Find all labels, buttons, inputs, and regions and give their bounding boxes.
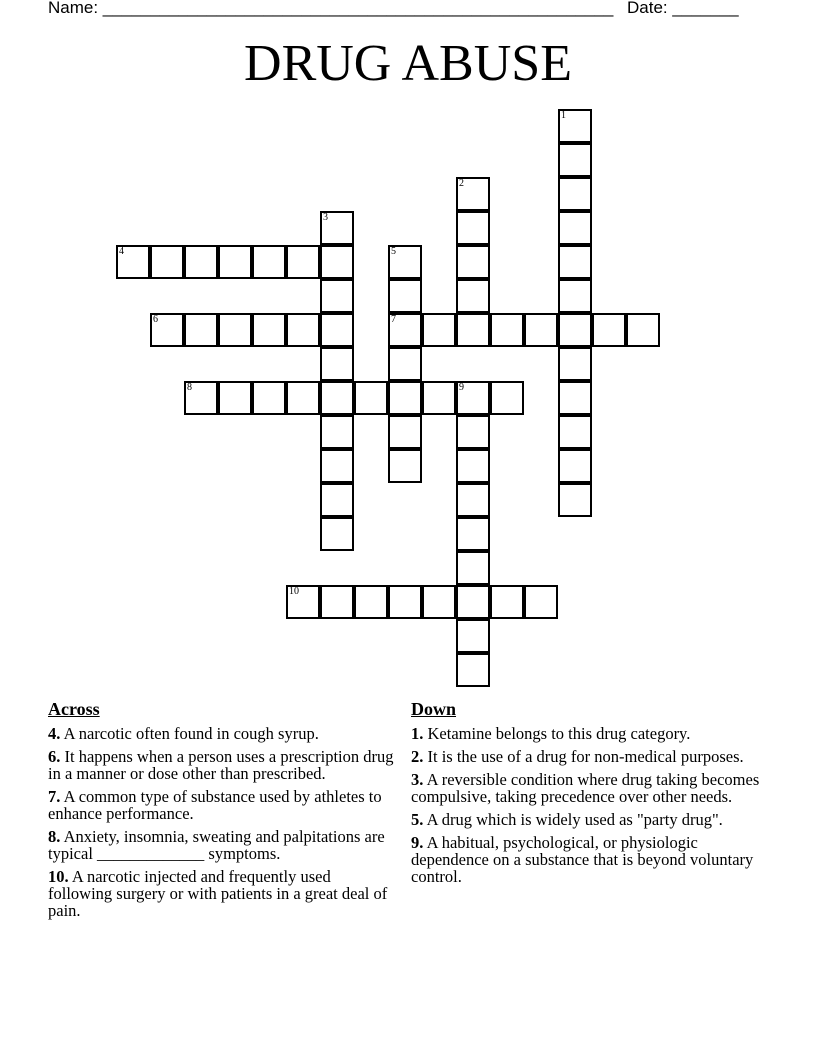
crossword-cell[interactable]: [252, 381, 286, 415]
clue-across-10: [48, 868, 396, 919]
crossword-cell[interactable]: [558, 415, 592, 449]
crossword-cell[interactable]: [592, 313, 626, 347]
crossword-cell[interactable]: [218, 381, 252, 415]
crossword-cell[interactable]: [524, 313, 558, 347]
crossword-cell[interactable]: [558, 313, 592, 347]
clue-text: A common type of substance used by athletes to enhance performance.: [48, 787, 382, 823]
crossword-cell[interactable]: [558, 211, 592, 245]
clue-number: 3.: [411, 770, 424, 789]
crossword-cell[interactable]: [524, 585, 558, 619]
crossword-cell[interactable]: [184, 313, 218, 347]
crossword-cell[interactable]: [150, 245, 184, 279]
crossword-cell[interactable]: [490, 585, 524, 619]
crossword-cell[interactable]: [456, 449, 490, 483]
crossword-cell[interactable]: [456, 483, 490, 517]
crossword-cell[interactable]: [320, 483, 354, 517]
down-heading: Down: [411, 699, 457, 719]
crossword-cell[interactable]: [320, 449, 354, 483]
crossword-cell[interactable]: [388, 313, 422, 347]
crossword-cell[interactable]: [558, 347, 592, 381]
down-clues: [411, 698, 771, 891]
crossword-cell[interactable]: [456, 279, 490, 313]
cell-number: 2: [459, 178, 464, 189]
crossword-cell[interactable]: [456, 313, 490, 347]
crossword-cell[interactable]: [354, 381, 388, 415]
cell-number: 9: [459, 382, 464, 393]
crossword-cell[interactable]: [388, 585, 422, 619]
crossword-cell[interactable]: [558, 177, 592, 211]
crossword-cell[interactable]: [388, 279, 422, 313]
crossword-cell[interactable]: [388, 347, 422, 381]
cell-number: 6: [153, 314, 158, 325]
crossword-cell[interactable]: [320, 245, 354, 279]
across-heading: Across: [48, 699, 100, 719]
clue-down-1: [411, 725, 771, 742]
crossword-cell[interactable]: [558, 449, 592, 483]
crossword-cell[interactable]: [456, 653, 490, 687]
clue-number: 1.: [411, 724, 424, 743]
cell-number: 10: [289, 586, 299, 597]
cell-number: 5: [391, 246, 396, 257]
clue-text: A drug which is widely used as "party drug".: [423, 810, 723, 829]
cell-number: 8: [187, 382, 192, 393]
crossword-cell[interactable]: [456, 551, 490, 585]
crossword-cell[interactable]: [456, 211, 490, 245]
crossword-cell[interactable]: [320, 313, 354, 347]
crossword-cell[interactable]: [558, 381, 592, 415]
crossword-cell[interactable]: [422, 381, 456, 415]
cell-number: 3: [323, 212, 328, 223]
crossword-cell[interactable]: [286, 313, 320, 347]
crossword-cell[interactable]: [184, 245, 218, 279]
clue-number: 5.: [411, 810, 424, 829]
crossword-cell[interactable]: [422, 585, 456, 619]
crossword-cell[interactable]: [626, 313, 660, 347]
crossword-cell[interactable]: [388, 449, 422, 483]
crossword-cell[interactable]: [218, 245, 252, 279]
crossword-cell[interactable]: [422, 313, 456, 347]
crossword-cell[interactable]: [320, 211, 354, 245]
crossword-cell[interactable]: [286, 245, 320, 279]
crossword-cell[interactable]: [286, 381, 320, 415]
crossword-cell[interactable]: [456, 585, 490, 619]
clue-number: 10.: [48, 867, 69, 886]
date-field-label: Date: _______: [627, 0, 739, 17]
crossword-cell[interactable]: [320, 279, 354, 313]
crossword-cell[interactable]: [456, 619, 490, 653]
clue-text: A habitual, psychological, or physiologic dependence on a substance that is beyond voluntary control.: [411, 833, 754, 886]
crossword-cell[interactable]: [558, 483, 592, 517]
crossword-cell[interactable]: [252, 313, 286, 347]
crossword-cell[interactable]: [456, 245, 490, 279]
clue-across-8: [48, 828, 396, 862]
clue-number: 4.: [48, 724, 61, 743]
page-title: DRUG ABUSE: [244, 35, 572, 92]
clue-text: A narcotic injected and frequently used following surgery or with patients in a great deal of pain.: [48, 867, 388, 920]
crossword-cell[interactable]: [558, 279, 592, 313]
crossword-cell[interactable]: [558, 109, 592, 143]
cell-number: 7: [391, 314, 396, 325]
clue-number: 2.: [411, 747, 424, 766]
crossword-cell[interactable]: [456, 381, 490, 415]
clue-number: 7.: [48, 787, 61, 806]
clue-number: 6.: [48, 747, 61, 766]
clue-text: Ketamine belongs to this drug category.: [423, 724, 691, 743]
cell-number: 1: [561, 110, 566, 121]
crossword-cell[interactable]: [252, 245, 286, 279]
clue-across-6: [48, 748, 396, 782]
clue-text: It is the use of a drug for non-medical purposes.: [423, 747, 744, 766]
name-field-label: Name: ______________________________________________________: [48, 0, 614, 17]
crossword-cell[interactable]: [456, 177, 490, 211]
crossword-cell[interactable]: [320, 381, 354, 415]
cell-number: 4: [119, 246, 124, 257]
clue-number: 8.: [48, 827, 61, 846]
crossword-cell[interactable]: [490, 313, 524, 347]
crossword-cell[interactable]: [286, 585, 320, 619]
crossword-cell[interactable]: [320, 415, 354, 449]
clue-text: It happens when a person uses a prescription drug in a manner or dose other than prescribed.: [48, 747, 394, 783]
crossword-cell[interactable]: [490, 381, 524, 415]
clue-number: 9.: [411, 833, 424, 852]
across-clues: [48, 698, 396, 925]
crossword-cell[interactable]: [456, 415, 490, 449]
crossword-cell[interactable]: [150, 313, 184, 347]
crossword-cell[interactable]: [558, 143, 592, 177]
crossword-cell[interactable]: [184, 381, 218, 415]
crossword-cell[interactable]: [388, 245, 422, 279]
clue-across-7: [48, 788, 396, 822]
clue-down-5: [411, 811, 771, 828]
crossword-cell[interactable]: [388, 415, 422, 449]
crossword-cell[interactable]: [320, 347, 354, 381]
crossword-cell[interactable]: [558, 245, 592, 279]
crossword-cell[interactable]: [320, 585, 354, 619]
crossword-cell[interactable]: [388, 381, 422, 415]
clue-text: Anxiety, insomnia, sweating and palpitations are typical _____________ symptoms.: [48, 827, 385, 863]
crossword-cell[interactable]: [116, 245, 150, 279]
crossword-cell[interactable]: [456, 517, 490, 551]
clue-down-2: [411, 748, 771, 765]
crossword-cell[interactable]: [320, 517, 354, 551]
clue-down-9: [411, 834, 771, 885]
clue-text: A narcotic often found in cough syrup.: [60, 724, 319, 743]
clue-text: A reversible condition where drug taking becomes compulsive, taking precedence over other needs.: [411, 770, 760, 806]
crossword-cell[interactable]: [218, 313, 252, 347]
clue-down-3: [411, 771, 771, 805]
crossword-cell[interactable]: [354, 585, 388, 619]
clue-across-4: [48, 725, 396, 742]
